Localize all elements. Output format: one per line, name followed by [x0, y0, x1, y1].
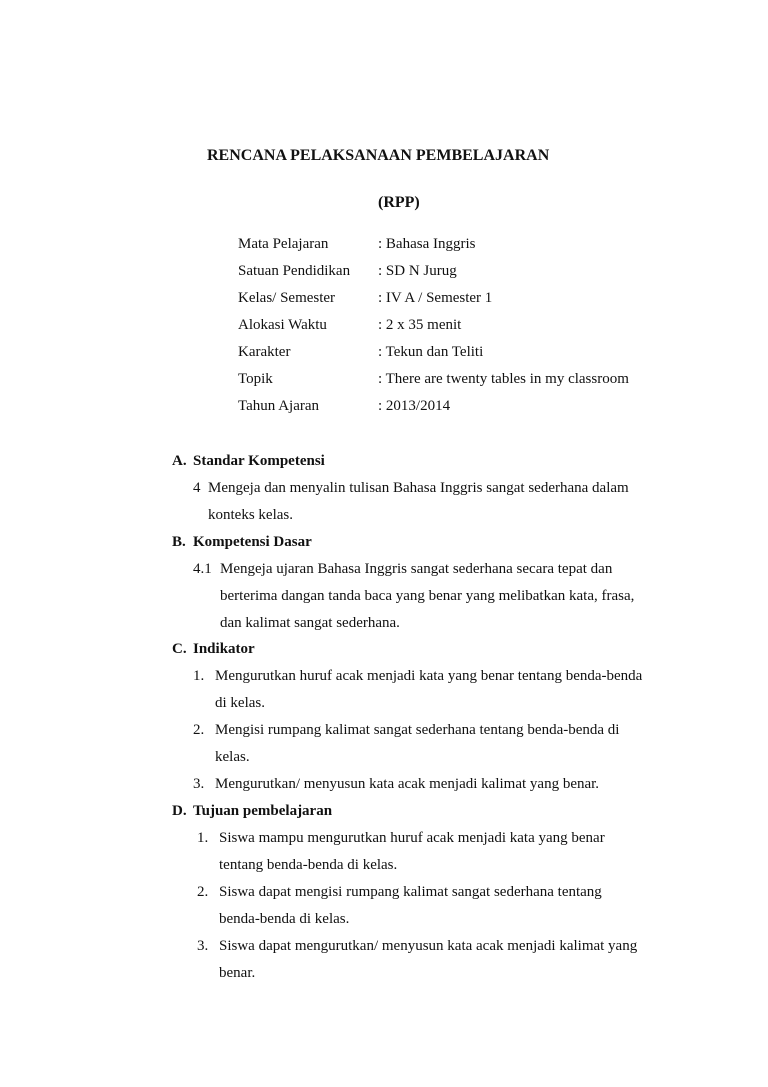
item-number: 4.1	[193, 561, 212, 577]
identity-value: : SD N Jurug	[378, 263, 457, 279]
item-text-continued: dan kalimat sangat sederhana.	[220, 615, 400, 631]
identity-label: Mata Pelajaran	[238, 236, 329, 252]
identity-value: : There are twenty tables in my classroom	[378, 371, 629, 387]
item-text: Mengeja ujaran Bahasa Inggris sangat sederhana secara tepat dan	[220, 561, 613, 577]
item-text-continued: tentang benda-benda di kelas.	[219, 857, 398, 873]
document-title: RENCANA PELAKSANAAN PEMBELAJARAN	[207, 147, 550, 164]
item-number: 1.	[193, 668, 205, 684]
item-text: Mengisi rumpang kalimat sangat sederhana tentang benda-benda di	[215, 722, 620, 738]
item-text: Mengurutkan/ menyusun kata acak menjadi kalimat yang benar.	[215, 776, 600, 792]
section-heading: Tujuan pembelajaran	[193, 803, 333, 819]
item-number: 4	[193, 480, 201, 496]
item-text-continued: di kelas.	[215, 695, 265, 711]
section-heading: Kompetensi Dasar	[193, 534, 312, 550]
item-text: Siswa dapat mengisi rumpang kalimat sangat sederhana tentang	[219, 884, 602, 900]
section-heading: Indikator	[193, 641, 255, 657]
item-text-continued: benar.	[219, 965, 256, 981]
identity-value: : Tekun dan Teliti	[378, 344, 484, 360]
item-number: 1.	[197, 830, 209, 846]
section-letter: A.	[172, 453, 187, 469]
item-text: Mengurutkan huruf acak menjadi kata yang benar tentang benda-benda	[215, 668, 643, 684]
document-subtitle: (RPP)	[378, 194, 420, 211]
item-text: Siswa mampu mengurutkan huruf acak menjadi kata yang benar	[219, 830, 605, 846]
item-text-continued: kelas.	[215, 749, 250, 765]
identity-label: Topik	[238, 371, 273, 387]
item-text-continued: konteks kelas.	[208, 507, 293, 523]
identity-label: Kelas/ Semester	[238, 290, 336, 306]
section-letter: C.	[172, 641, 187, 657]
item-text-continued: berterima dangan tanda baca yang benar yang melibatkan kata, frasa,	[220, 588, 635, 604]
item-number: 3.	[193, 776, 205, 792]
section-letter: D.	[172, 803, 187, 819]
identity-label: Satuan Pendidikan	[238, 263, 351, 279]
identity-value: : 2013/2014	[378, 398, 451, 414]
section-letter: B.	[172, 534, 186, 550]
item-number: 2.	[193, 722, 205, 738]
item-number: 3.	[197, 938, 209, 954]
identity-value: : 2 x 35 menit	[378, 317, 462, 333]
item-text: Siswa dapat mengurutkan/ menyusun kata acak menjadi kalimat yang	[219, 938, 638, 954]
identity-label: Tahun Ajaran	[238, 398, 320, 414]
identity-value: : Bahasa Inggris	[378, 236, 476, 252]
identity-value: : IV A / Semester 1	[378, 290, 493, 306]
identity-label: Alokasi Waktu	[238, 317, 327, 333]
item-number: 2.	[197, 884, 209, 900]
item-text: Mengeja dan menyalin tulisan Bahasa Inggris sangat sederhana dalam	[208, 480, 629, 496]
identity-label: Karakter	[238, 344, 291, 360]
item-text-continued: benda-benda di kelas.	[219, 911, 350, 927]
section-heading: Standar Kompetensi	[193, 453, 325, 469]
